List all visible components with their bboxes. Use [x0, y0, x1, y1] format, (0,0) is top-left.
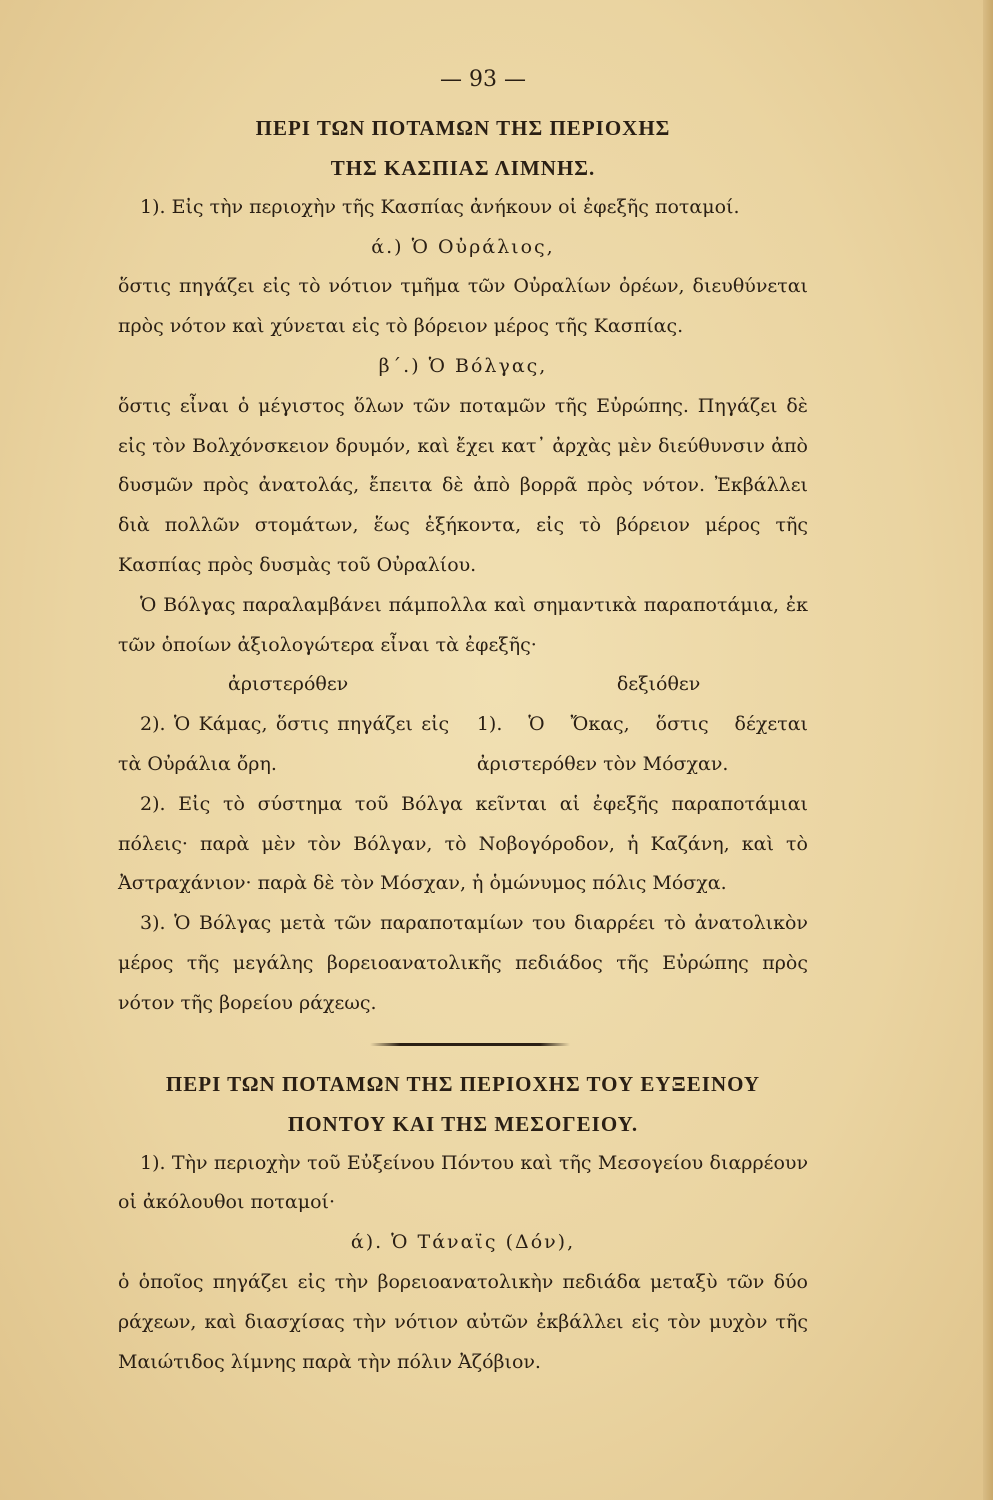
- section1-title-line1: ΠΕΡΙ ΤΩΝ ΠΟΤΑΜΩΝ ΤΗΣ ΠΕΡΙΟΧΗΣ: [255, 115, 671, 140]
- right-column-label: δεξιόθεν: [616, 673, 701, 696]
- ural-heading: ά.) Ὁ Οὐράλιος,: [371, 235, 555, 258]
- irrigation-paragraph: 3). Ὁ Βόλγας μετὰ τῶν παραποταμίων του διαρρέει τὸ ἀνατολικὸν μέρος τῆς μεγάλης βορειοανατολικῆς πεδιάδος τῆς Εὐρώπης πρὸς νότον τῆς βορείου ράχεως.: [118, 912, 808, 1014]
- section-divider: [118, 1024, 808, 1064]
- page-edge: [983, 0, 993, 1500]
- page-content: [118, 60, 808, 1382]
- ural-paragraph: ὅστις πηγάζει εἰς τὸ νότιον τμῆμα τῶν Οὐραλίων ὀρέων, διευθύνεται πρὸς νότον καὶ χύνεται εἰς τὸ βόρειον μέρος τῆς Κασπίας.: [118, 275, 808, 338]
- section2-intro: 1). Τὴν περιοχὴν τοῦ Εὐξείνου Πόντου καὶ τῆς Μεσογείου διαρρέουν οἱ ἀκόλουθοι ποταμοί·: [118, 1151, 808, 1214]
- section2-title-line1: ΠΕΡΙ ΤΩΝ ΠΟΤΑΜΩΝ ΤΗΣ ΠΕΡΙΟΧΗΣ ΤΟΥ ΕΥΞΕΙΝΟΥ: [165, 1071, 761, 1096]
- tributaries-paragraph: Ὁ Βόλγας παραλαμβάνει πάμπολλα καὶ σημαντικὰ παραποτάμια, ἐκ τῶν ὁποίων ἀξιολογώτερα εἶναι τὰ ἐφεξῆς·: [118, 593, 808, 656]
- don-heading: ά). Ὁ Τάναϊς (Δόν),: [350, 1231, 576, 1254]
- tributaries-columns: [118, 665, 808, 784]
- right-tributary: 1). Ὁ Ὄκας, ὅστις δέχεται ἀριστερόθεν τὸν Μόσχαν.: [476, 713, 808, 775]
- divider-rule: [370, 1043, 570, 1046]
- volga-heading: β΄.) Ὁ Βόλγας,: [378, 354, 548, 377]
- right-column: [477, 665, 808, 784]
- section1-intro: 1). Εἰς τὴν περιοχὴν τῆς Κασπίας ἀνήκουν οἱ ἐφεξῆς ποταμοί.: [140, 195, 740, 218]
- volga-paragraph: ὅστις εἶναι ὁ μέγιστος ὅλων τῶν ποταμῶν τῆς Εὐρώπης. Πηγάζει δὲ εἰς τὸν Βολχόνσκειον δρυμόν, καὶ ἔχει κατ᾽ ἀρχὰς μὲν διεύθυνσιν ἀπὸ δυσμῶν πρὸς ἀνατολάς, ἔπειτα δὲ ἀπὸ βορρᾶ πρὸς νότον. Ἐκβάλλει διὰ πολλῶν στομάτων, ἕως ἑξήκοντα, εἰς τὸ βόρειον μέρος τῆς Κασπίας πρὸς δυσμὰς τοῦ Οὐραλίου.: [118, 394, 808, 576]
- left-column: [118, 665, 449, 784]
- page-number: — 93 —: [440, 67, 526, 92]
- cities-paragraph: 2). Εἰς τὸ σύστημα τοῦ Βόλγα κεῖνται αἱ ἐφεξῆς παραποτάμιαι πόλεις· παρὰ μὲν τὸν Βόλγαν, τὸ Νοβογόροδον, ἡ Καζάνη, καὶ τὸ Ἀστραχάνιον· παρὰ δὲ τὸν Μόσχαν, ἡ ὁμώνυμος πόλις Μόσχα.: [118, 792, 808, 895]
- section2-title-line2: ΠΟΝΤΟΥ ΚΑΙ ΤΗΣ ΜΕΣΟΓΕΙΟΥ.: [287, 1111, 639, 1136]
- left-column-label: ἀριστερόθεν: [228, 673, 349, 696]
- don-paragraph: ὁ ὁποῖος πηγάζει εἰς τὴν βορειοανατολικὴν πεδιάδα μεταξὺ τῶν δύο ράχεων, καὶ διασχίσας τὴν νότιον αὐτῶν ἐκβάλλει εἰς τὸν μυχὸν τῆς Μαιώτιδος λίμνης παρὰ τὴν πόλιν Ἀζόβιον.: [118, 1270, 808, 1373]
- section1-title-line2: ΤΗΣ ΚΑΣΠΙΑΣ ΛΙΜΝΗΣ.: [330, 155, 596, 180]
- left-tributary: 2). Ὁ Κάμας, ὅστις πηγάζει εἰς τὰ Οὐράλια ὄρη.: [118, 713, 450, 775]
